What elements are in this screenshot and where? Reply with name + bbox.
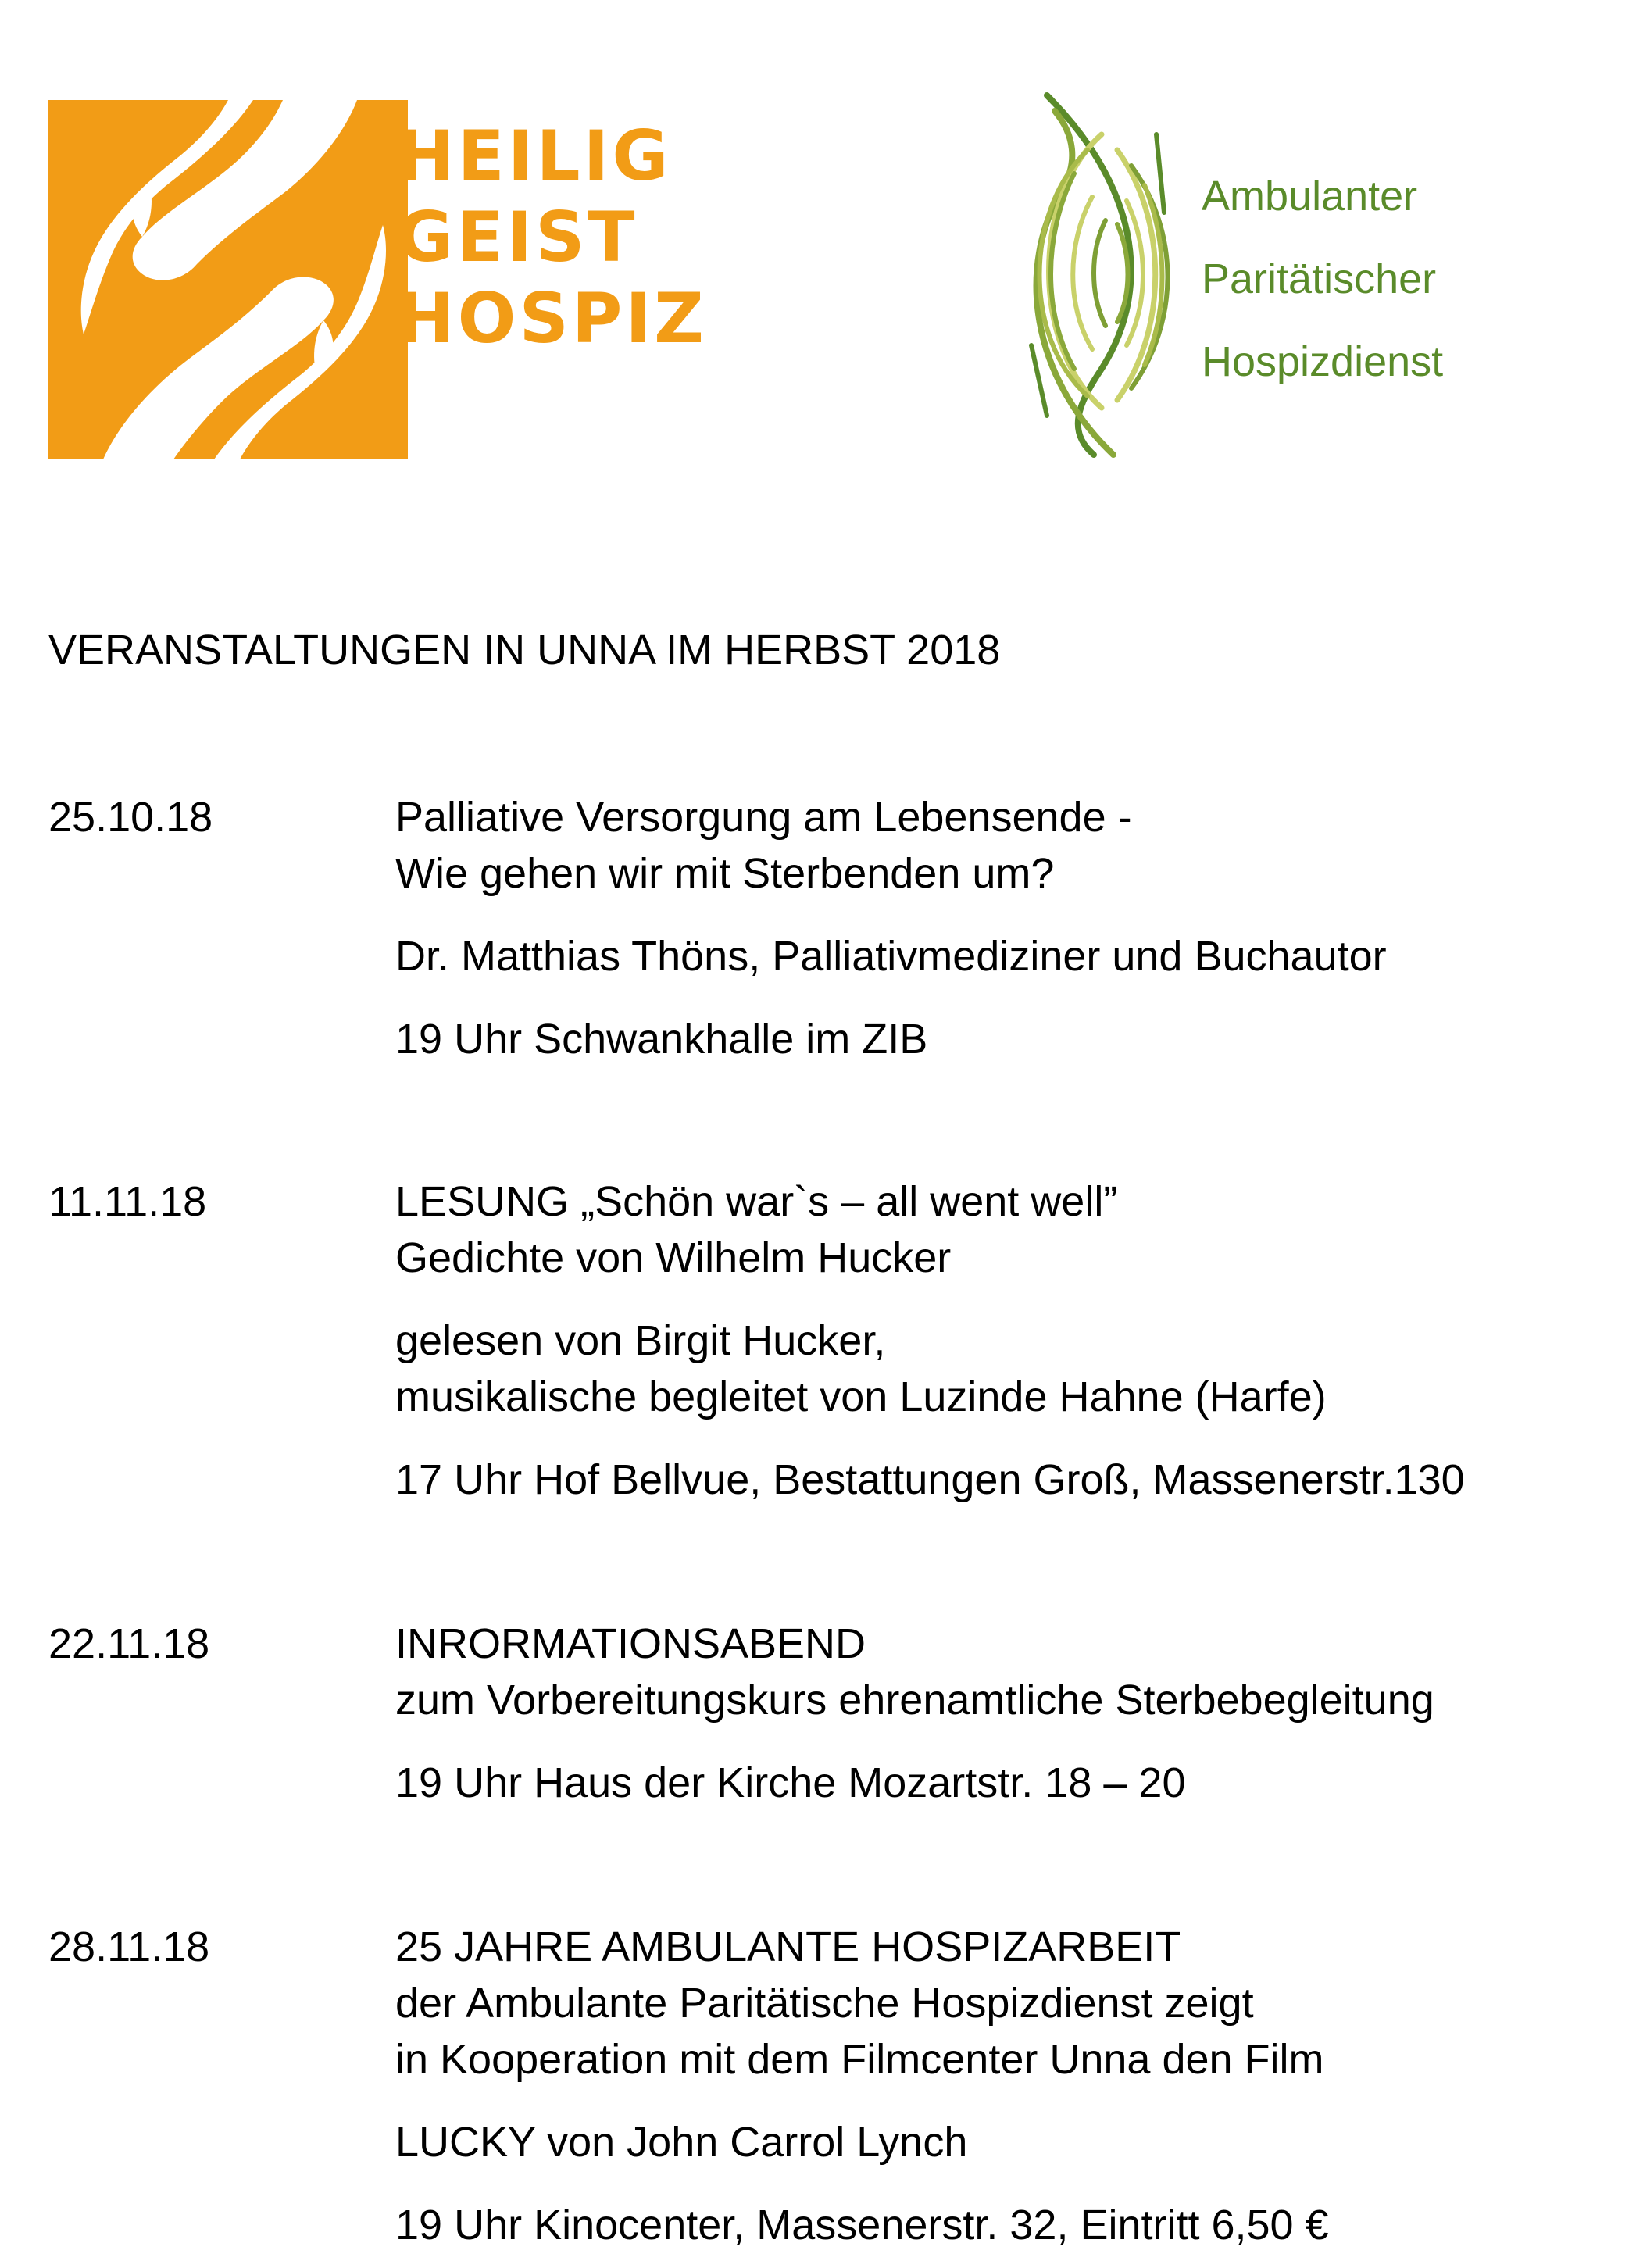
event-details [395,789,1387,1067]
event-line: gelesen von Birgit Hucker, [395,1317,886,1364]
event-date: 11.11.18 [48,1178,207,1225]
event-time-location-block [395,1011,1387,1067]
leaf-spiral-emblem-icon [1000,88,1188,463]
event-line: 19 Uhr Haus der Kirche Mozartstr. 18 – 20 [395,1759,1186,1806]
event-line: der Ambulante Paritätische Hospizdienst zeigt [395,1980,1254,2027]
event-line: Dr. Matthias Thöns, Palliativmediziner und Buchautor [395,933,1387,980]
event-line: 19 Uhr Schwankhalle im ZIB [395,1016,928,1063]
event-details [395,1919,1329,2253]
event-title-block [395,1919,1329,2088]
event-film-block [395,2114,1329,2170]
event-date: 22.11.18 [48,1620,210,1667]
event-line: LESUNG „Schön war`s – all went well” [395,1178,1118,1225]
event-line: 19 Uhr Kinocenter, Massenerstr. 32, Eintritt 6,50 € [395,2202,1329,2248]
event-line: 25 JAHRE AMBULANTE HOSPIZARBEIT [395,1923,1181,1970]
event-line: Wie gehen wir mit Sterbenden um? [395,850,1055,897]
hands-emblem-icon [48,100,408,459]
event-line: in Kooperation mit dem Filmcenter Unna den Film [395,2036,1324,2083]
event-time-location-block [395,1452,1465,1508]
event-line: Palliative Versorgung am Lebensende - [395,794,1132,841]
wordmark-line-hospiz: HOSPIZ [397,278,707,359]
ambulanter-hospizdienst-wordmark [1202,155,1443,403]
event-time-location-block [395,2197,1329,2253]
wordmark-line-paritaetischer: Paritätischer [1202,255,1437,302]
event-date: 25.10.18 [48,794,213,841]
event-line: LUCKY von John Carrol Lynch [395,2119,968,2166]
wordmark-line-hospizdienst: Hospizdienst [1202,338,1444,385]
event-date: 28.11.18 [48,1923,210,1970]
event-details [395,1616,1434,1811]
event-speaker-block [395,1313,1465,1425]
event-title-block [395,1173,1465,1286]
event-line: zum Vorbereitungskurs ehrenamtliche Sterbebegleitung [395,1677,1434,1723]
wordmark-line-ambulanter: Ambulanter [1202,173,1418,220]
event-details [395,1173,1465,1508]
event-line: Gedichte von Wilhelm Hucker [395,1234,952,1281]
event-title-block [395,789,1387,902]
ambulanter-hospizdienst-logo [1000,88,1188,463]
heilig-geist-hospiz-wordmark [397,116,707,359]
wordmark-line-heilig: HEILIG [397,116,672,196]
event-line: 17 Uhr Hof Bellvue, Bestattungen Groß, Massenerstr.130 [395,1456,1465,1503]
event-title-block [395,1616,1434,1728]
page-title: VERANSTALTUNGEN IN UNNA IM HERBST 2018 [48,627,1001,673]
wordmark-line-geist: GEIST [397,197,638,277]
event-line: INRORMATIONSABEND [395,1620,866,1667]
event-line: musikalische begleitet von Luzinde Hahne (Harfe) [395,1373,1327,1420]
event-time-location-block [395,1755,1434,1811]
event-speaker-block [395,928,1387,984]
